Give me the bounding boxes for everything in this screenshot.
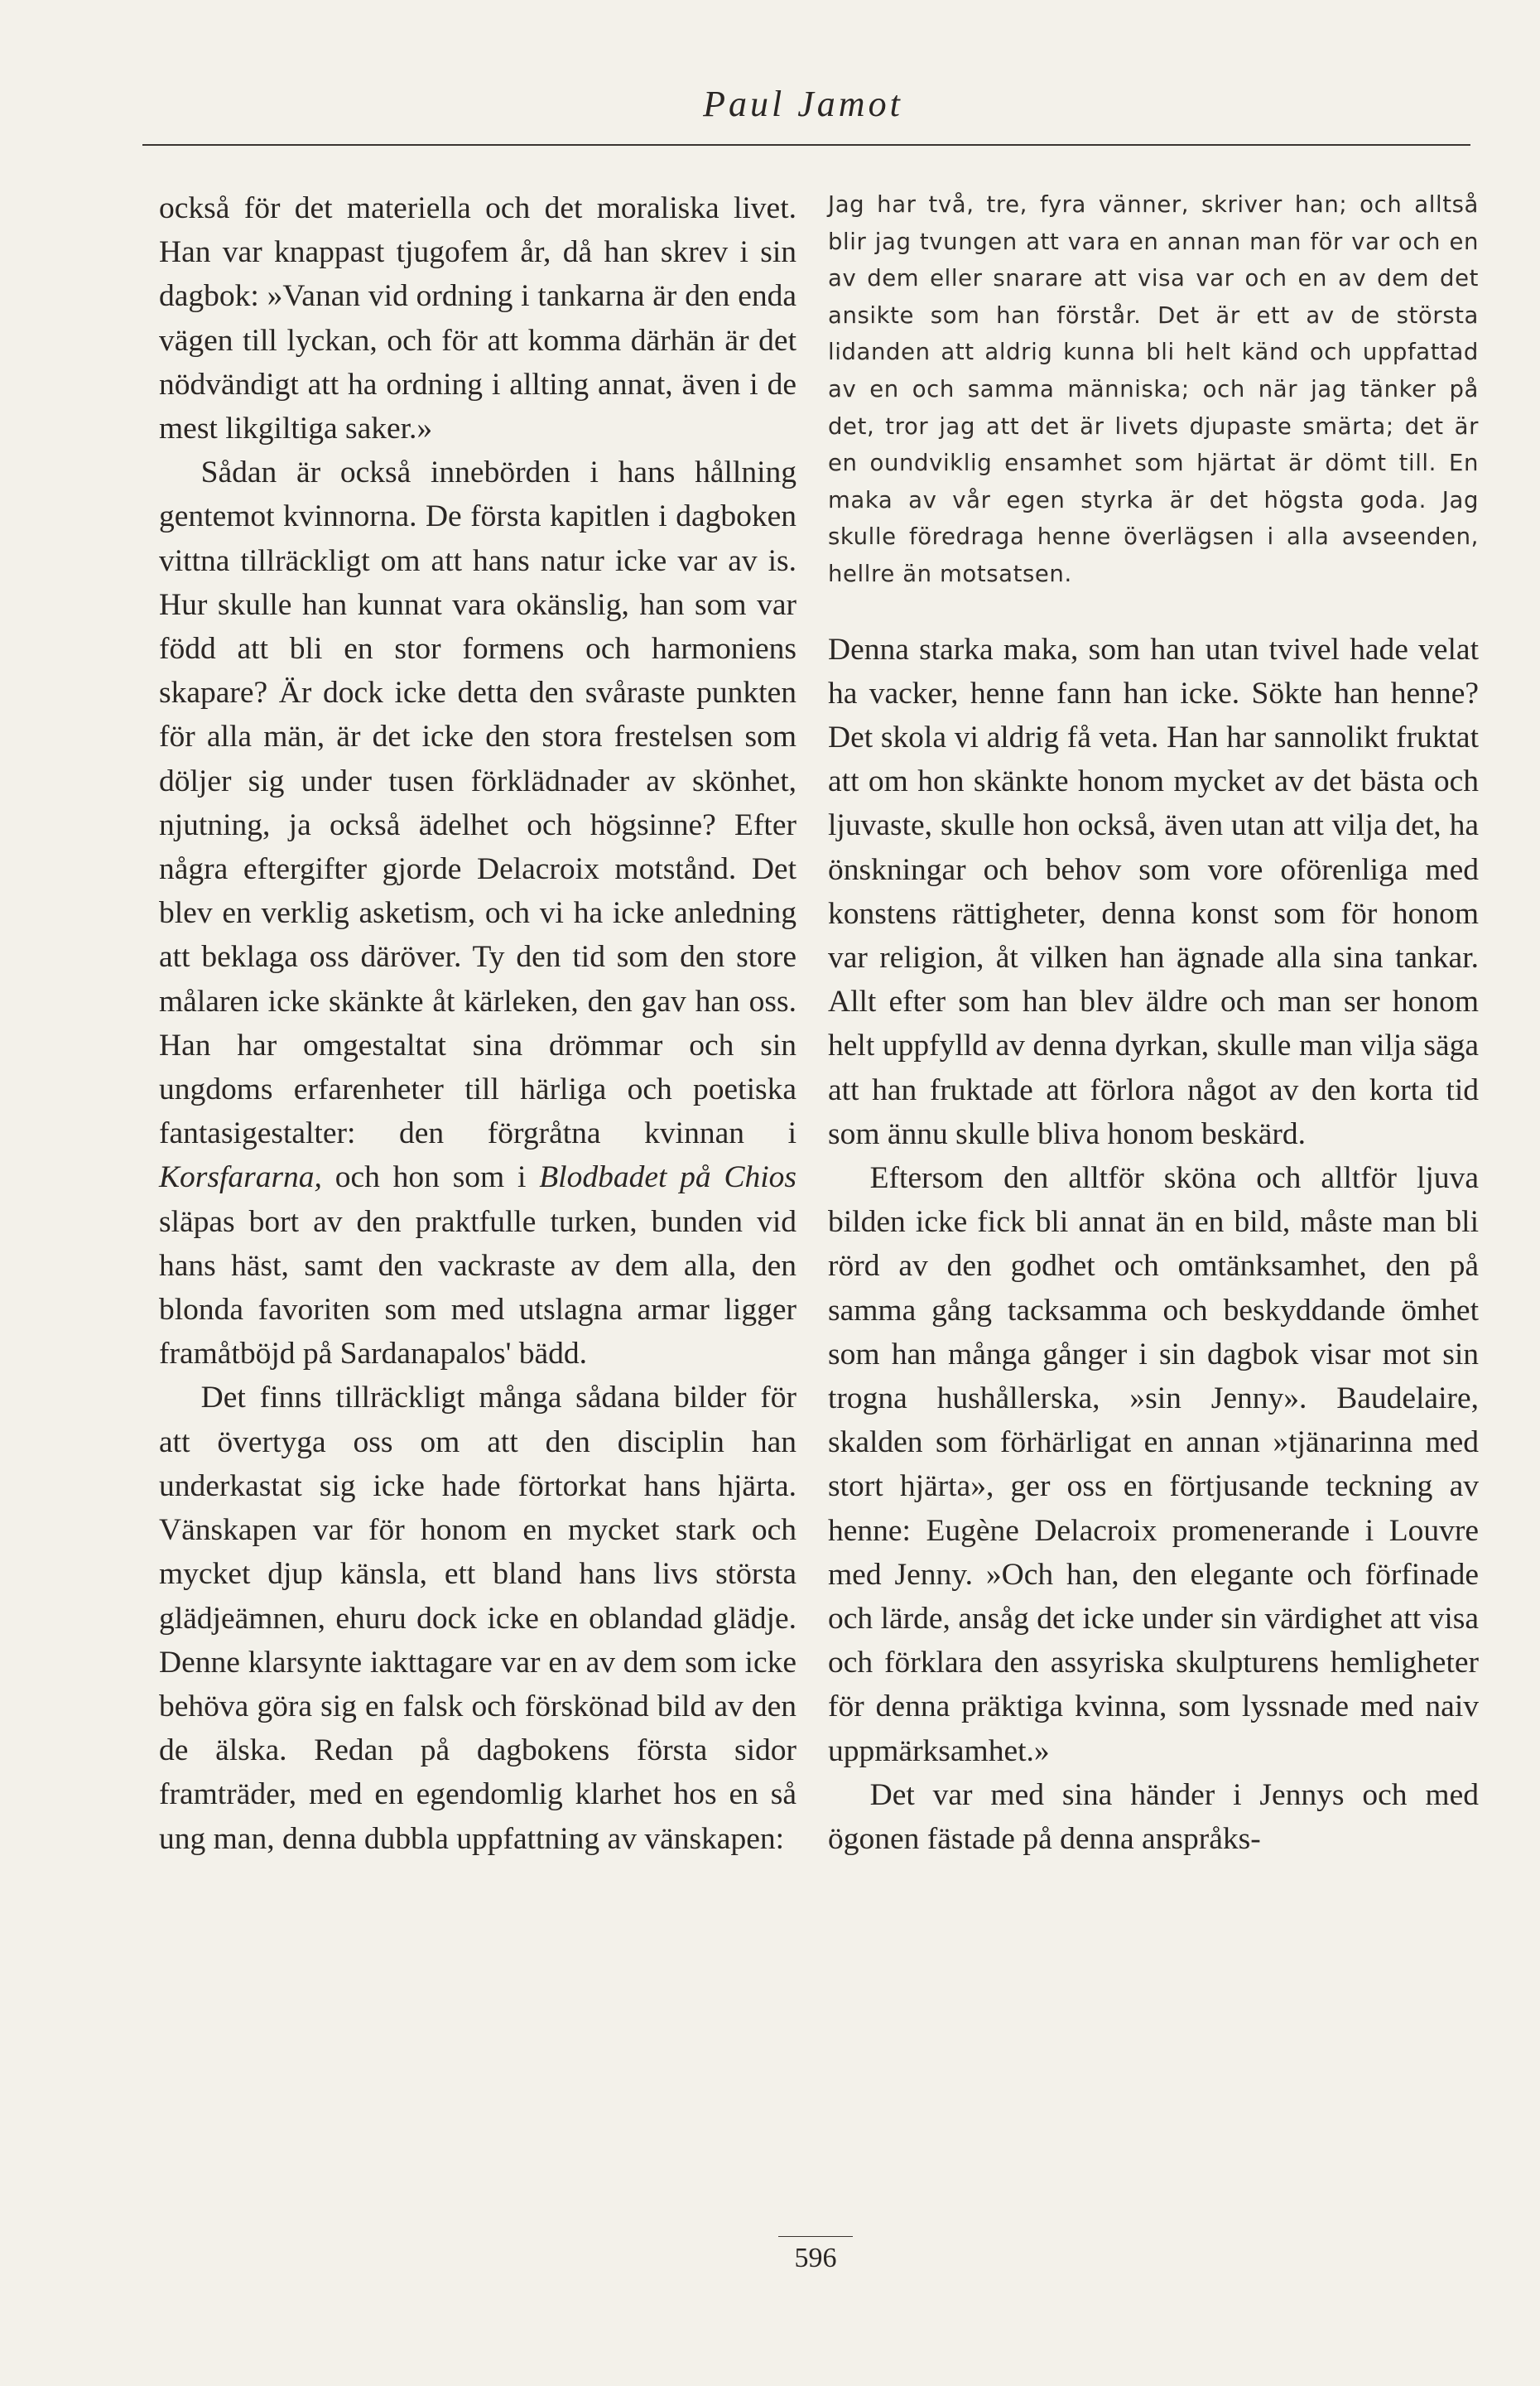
right-paragraph-1: Denna starka maka, som han utan tvivel hade velat ha vacker, henne fann han icke. Sökte han henne? Det skola vi aldrig få veta. Han har sannolikt fruktat att om hon skänkte honom mycket av det bästa och ljuvaste, skulle hon också, även utan att vilja det, ha önskningar och behov som vore oförenliga med konstens rättigheter, denna konst som för honom var religion, åt vilken han ägnade alla sina tankar. Allt efter som han blev äldre och man ser honom helt uppfylld av denna dyrkan, skulle man vilja säga att han fruktade att förlora något av den korta tid som ännu skulle bliva honom beskärd. bbox=[828, 632, 1479, 1151]
block-quote: Jag har två, tre, fyra vänner, skriver han; och alltså blir jag tvungen att vara en annan man för var och en av dem eller snarare att visa var och en av dem det ansikte som han förstår. Det är ett av de största lidanden att aldrig kunna bli helt känd och uppfattad av en och samma människa; och när jag tänker på det, tror jag att det är livets djupaste smärta; det är en oundviklig ensamhet som hjärtat är dömt till. En maka av vår egen styrka är det högsta goda. Jag skulle föredraga henne överlägsen i alla avseenden, hellre än motsatsen. bbox=[828, 191, 1479, 587]
left-column bbox=[159, 186, 796, 1861]
left-paragraph-2 bbox=[159, 451, 796, 1376]
left-paragraph-2-text-b: och hon som i bbox=[334, 1160, 527, 1195]
right-body bbox=[828, 628, 1479, 1862]
running-head: Paul Jamot bbox=[703, 84, 903, 124]
left-paragraph-3: Det finns tillräckligt många sådana bilder för att övertyga oss om att den disciplin han underkastat sig icke hade förtorkat hans hjärta. Vänskapen var för honom en mycket stark och mycket djup känsla, ett bland hans livs största glädjeämnen, ehuru dock icke en oblandad glädje. Denne klarsynte iakttagare var en av dem som icke behöva göra sig en falsk och förskönad bild av den de älska. Redan på dagbokens första sidor framträder, med en egendomlig klarhet hos en så ung man, denna dubbla uppfattning av vänskapen: bbox=[159, 1381, 796, 1856]
header-rule bbox=[142, 144, 1470, 146]
left-paragraph-2-text-a: Sådan är också innebörden i hans hållning gentemot kvinnorna. De första kapitlen i dagboken vittna tillräckligt om att hans natur icke var av is. Hur skulle han kunnat vara okänslig, han som var född att bli en stor formens och harmoniens skapare? Är dock icke detta den svåraste punkten för alla män, är det icke den stora frestelsen som döljer sig under tusen förklädnader av skönhet, njutning, ja också ädelhet och högsinne? Efter några eftergifter gjorde Delacroix motstånd. Det blev en verklig asketism, och vi ha icke anledning att beklaga oss däröver. Ty den tid som den store målaren icke skänkte åt kärleken, den gav han oss. Han har omgestaltat sina drömmar och sin ungdoms erfarenheter till härliga och poetiska fantasigestalter: den förgråtna kvinnan i bbox=[159, 456, 796, 1151]
right-column bbox=[828, 186, 1479, 1861]
folio-rule bbox=[778, 2236, 853, 2237]
work-title-blodbadet: Blodbadet på Chios bbox=[539, 1160, 797, 1195]
right-paragraph-3: Det var med sina händer i Jennys och med ögonen fästade på denna anspråks- bbox=[828, 1777, 1479, 1857]
left-paragraph-1: också för det materiella och det moraliska livet. Han var knappast tjugofem år, då han skrev i sin dagbok: »Vanan vid ordning i tankarna är den enda vägen till lyckan, och för att komma därhän är det nödvändigt att ha ordning i allting annat, även i de mest likgiltiga saker.» bbox=[159, 191, 796, 446]
right-paragraph-2: Eftersom den alltför sköna och alltför ljuva bilden icke fick bli annat än en bild, måste man bli rörd av den godhet och omtänksamhet, den på samma gång tacksamma och beskyddande ömhet som han många gånger i sin dagbok visar mot sin trogna hushållerska, »sin Jenny». Baudelaire, skalden som förhärligat en annan »tjänarinna med stort hjärta», ger oss en förtjusande teckning av henne: Eugène Delacroix promenerande i Louvre med Jenny. »Och han, den elegante och förfinade och lärde, ansåg det icke under sin värdighet att visa och förklara den assyriska skulpturens hemligheter för denna präktiga kvinna, som lyssnade med naiv uppmärksamhet.» bbox=[828, 1160, 1479, 1768]
page-number: 596 bbox=[794, 2243, 837, 2273]
left-paragraph-2-text-c: släpas bort av den praktfulle turken, bunden vid hans häst, samt den vackraste av dem alla, den blonda favoriten som med utslagna armar ligger framåtböjd på Sardanapalos' bädd. bbox=[159, 1204, 796, 1371]
work-title-korsfararna: Korsfararna, bbox=[159, 1160, 322, 1195]
